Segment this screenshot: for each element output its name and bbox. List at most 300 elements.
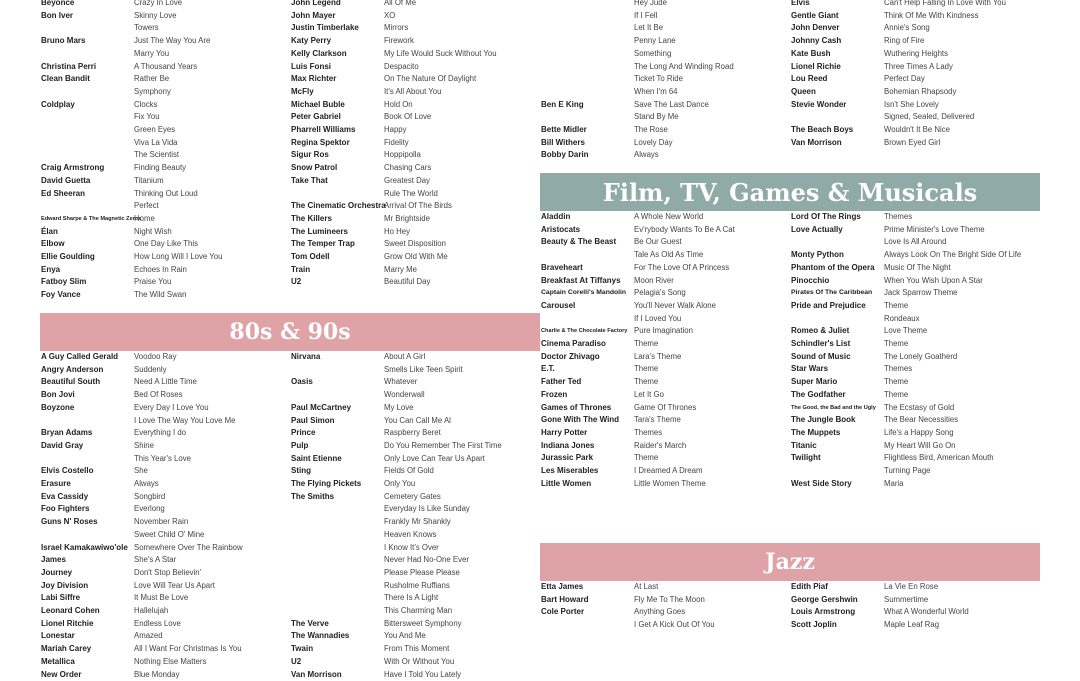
list-item (791, 440, 1034, 453)
list-item (291, 200, 534, 213)
song-title: I Love The Way You Love Me (134, 415, 235, 428)
artist-name: A Guy Called Gerald (41, 351, 118, 364)
list-item (541, 275, 784, 288)
song-title: Stand By Me (634, 111, 679, 124)
list-item (41, 478, 284, 491)
list-item (291, 149, 534, 162)
list-item (541, 300, 784, 313)
artist-name: Les Miserables (541, 465, 598, 478)
list-item (41, 149, 284, 162)
song-title: Shine (134, 440, 154, 453)
artist-name: Phantom of the Opera (791, 262, 875, 275)
song-title: Love Theme (884, 325, 927, 338)
list-item (791, 99, 1034, 112)
list-item (791, 427, 1034, 440)
list-item (291, 580, 534, 593)
list-item (41, 529, 284, 542)
artist-name: Scott Joplin (791, 619, 837, 632)
song-title: Symphony (134, 86, 171, 99)
song-title: The Rose (634, 124, 668, 137)
song-title: Music Of The Night (884, 262, 951, 275)
song-title: Beautiful Day (384, 276, 430, 289)
list-item (291, 22, 534, 35)
list-item (791, 137, 1034, 150)
list-item (41, 61, 284, 74)
artist-name: Lionel Ritchie (41, 618, 93, 631)
list-item (41, 516, 284, 529)
artist-name: Cinema Paradiso (541, 338, 606, 351)
artist-name: Boyzone (41, 402, 74, 415)
artist-name: Monty Python (791, 249, 844, 262)
song-title: It's All About You (384, 86, 441, 99)
song-title: Ring of Fire (884, 35, 924, 48)
song-title: You'll Never Walk Alone (634, 300, 716, 313)
list-item (41, 200, 284, 213)
song-title: XO (384, 10, 395, 23)
list-item (541, 224, 784, 237)
song-title: Finding Beauty (134, 162, 186, 175)
song-title: Theme (884, 376, 908, 389)
list-item (41, 592, 284, 605)
song-title: Bed Of Roses (134, 389, 183, 402)
artist-name: The Jungle Book (791, 414, 855, 427)
artist-name: Snow Patrol (291, 162, 337, 175)
list-item (291, 188, 534, 201)
artist-name: Take That (291, 175, 328, 188)
song-title: If I Loved You (634, 313, 681, 326)
list-item (41, 503, 284, 516)
song-title: I Know It's Over (384, 542, 439, 555)
list-item (791, 452, 1034, 465)
song-title: Book Of Love (384, 111, 431, 124)
song-title: Smells Like Teen Spirit (384, 364, 463, 377)
list-item (41, 124, 284, 137)
artist-name: The Beach Boys (791, 124, 853, 137)
list-item (541, 22, 784, 35)
artist-name: Max Richter (291, 73, 336, 86)
list-item (41, 465, 284, 478)
artist-name: The Temper Trap (291, 238, 355, 251)
list-item (791, 35, 1034, 48)
list-item (41, 542, 284, 555)
artist-name: Nirvana (291, 351, 320, 364)
list-item (791, 363, 1034, 376)
list-item (291, 10, 534, 23)
list-item (291, 567, 534, 580)
list-item (791, 249, 1034, 262)
artist-name: Pulp (291, 440, 308, 453)
list-item (541, 287, 784, 300)
song-title: Mirrors (384, 22, 408, 35)
list-item (41, 389, 284, 402)
list-item (41, 99, 284, 112)
artist-name: Aladdin (541, 211, 570, 224)
artist-name: Edith Piaf (791, 581, 828, 594)
song-title: Rather Be (134, 73, 169, 86)
list-item (41, 226, 284, 239)
song-title: Tale As Old As Time (634, 249, 703, 262)
list-item (541, 363, 784, 376)
song-title: Marry Me (384, 264, 417, 277)
song-title: Marry You (134, 48, 169, 61)
artist-name: Labi Siffre (41, 592, 80, 605)
artist-name: Cole Porter (541, 606, 584, 619)
artist-name: Fatboy Slim (41, 276, 86, 289)
list-item (291, 226, 534, 239)
list-item (291, 491, 534, 504)
artist-name: Enya (41, 264, 60, 277)
artist-name: Charlie & The Chocolate Factory (541, 325, 627, 338)
artist-name: Games of Thrones (541, 402, 611, 415)
song-title: Crazy In Love (134, 0, 182, 10)
song-title: Just The Way You Are (134, 35, 210, 48)
list-item (541, 581, 784, 594)
artist-name: The Godfather (791, 389, 846, 402)
artist-name: Paul McCartney (291, 402, 351, 415)
list-item (41, 251, 284, 264)
song-title: Ho Hey (384, 226, 410, 239)
song-title: Rule The World (384, 188, 438, 201)
artist-name: Bette Midler (541, 124, 587, 137)
artist-name: Louis Armstrong (791, 606, 855, 619)
list-item (41, 73, 284, 86)
artist-name: Lou Reed (791, 73, 827, 86)
song-title: Life's a Happy Song (884, 427, 954, 440)
list-item (541, 262, 784, 275)
song-title: Summertime (884, 594, 928, 607)
list-item (291, 376, 534, 389)
song-title: Love Is All Around (884, 236, 946, 249)
list-item (41, 10, 284, 23)
song-title: The Long And Winding Road (634, 61, 734, 74)
artist-name: McFly (291, 86, 314, 99)
list-item (291, 643, 534, 656)
artist-name: Pirates Of The Caribbean (791, 287, 872, 300)
list-item (791, 478, 1034, 491)
list-item (41, 238, 284, 251)
artist-name: Élan (41, 226, 58, 239)
song-title: Bittersweet Symphony (384, 618, 462, 631)
song-title: With Or Without You (384, 656, 454, 669)
section-banner-jazz (540, 543, 1040, 581)
artist-name: John Denver (791, 22, 839, 35)
list-item (791, 325, 1034, 338)
song-title: Wouldn't It Be Nice (884, 124, 950, 137)
song-title: Fields Of Gold (384, 465, 434, 478)
artist-name: Pinocchio (791, 275, 829, 288)
list-item (791, 414, 1034, 427)
list-item (791, 389, 1034, 402)
song-title: On The Nature Of Daylight (384, 73, 476, 86)
list-item (291, 415, 534, 428)
list-item (791, 111, 1034, 124)
song-title: This Year's Love (134, 453, 191, 466)
song-title: I Get A Kick Out Of You (634, 619, 715, 632)
artist-name: The Verve (291, 618, 329, 631)
artist-name: Beyonce (41, 0, 74, 10)
list-item (291, 478, 534, 491)
song-title: Penny Lane (634, 35, 676, 48)
artist-name: New Order (41, 669, 81, 681)
list-item (291, 542, 534, 555)
list-item (541, 619, 784, 632)
song-title: A Thousand Years (134, 61, 197, 74)
song-title: Please Please Please (384, 567, 460, 580)
list-item (291, 351, 534, 364)
song-title: Prime Minister's Love Theme (884, 224, 985, 237)
artist-name: Beautiful South (41, 376, 100, 389)
list-item (791, 275, 1034, 288)
song-title: Have I Told You Lately (384, 669, 461, 681)
artist-name: The Cinematic Orchestra (291, 200, 386, 213)
song-title: Thinking Out Loud (134, 188, 198, 201)
artist-name: Van Morrison (291, 669, 342, 681)
list-item (791, 313, 1034, 326)
song-title: Fix You (134, 111, 160, 124)
song-title: Titanium (134, 175, 164, 188)
list-item (541, 86, 784, 99)
song-title: Arrival Of The Birds (384, 200, 452, 213)
artist-name: Queen (791, 86, 816, 99)
song-title: Hold On (384, 99, 413, 112)
song-title: Think Of Me With Kindness (884, 10, 978, 23)
list-item (291, 137, 534, 150)
list-item (41, 264, 284, 277)
song-title: The Bear Necessities (884, 414, 958, 427)
list-item (791, 619, 1034, 632)
artist-name: U2 (291, 656, 301, 669)
song-title: Theme (634, 338, 658, 351)
song-title: Heaven Knows (384, 529, 436, 542)
list-item (41, 213, 284, 226)
song-title: Themes (884, 211, 912, 224)
artist-name: Little Women (541, 478, 591, 491)
artist-name: Paul Simon (291, 415, 335, 428)
song-title: Mr Brightside (384, 213, 430, 226)
song-title: Theme (634, 376, 658, 389)
song-title: Ticket To Ride (634, 73, 683, 86)
list-item (291, 175, 534, 188)
list-item (541, 402, 784, 415)
list-item (291, 389, 534, 402)
artist-name: Oasis (291, 376, 313, 389)
list-item (541, 236, 784, 249)
song-title: When I'm 64 (634, 86, 678, 99)
artist-name: Luis Fonsi (291, 61, 331, 74)
artist-name: Mariah Carey (41, 643, 91, 656)
artist-name: Clean Bandit (41, 73, 90, 86)
artist-name: Bruno Mars (41, 35, 85, 48)
list-item (791, 606, 1034, 619)
artist-name: Lonestar (41, 630, 75, 643)
song-title: Be Our Guest (634, 236, 682, 249)
list-item (41, 188, 284, 201)
song-title: Home (134, 213, 155, 226)
artist-name: The Smiths (291, 491, 334, 504)
artist-name: The Killers (291, 213, 332, 226)
artist-name: Christina Perri (41, 61, 96, 74)
artist-name: Love Actually (791, 224, 843, 237)
song-title: Lara's Theme (634, 351, 681, 364)
artist-name: George Gershwin (791, 594, 858, 607)
list-item (41, 111, 284, 124)
artist-name: Joy Division (41, 580, 88, 593)
artist-name: Prince (291, 427, 315, 440)
list-item (791, 73, 1034, 86)
artist-name: E.T. (541, 363, 555, 376)
list-item (541, 149, 784, 162)
list-item (41, 440, 284, 453)
song-title: Let It Go (634, 389, 664, 402)
song-title: Despacito (384, 61, 419, 74)
song-title: Signed, Sealed, Delivered (884, 111, 974, 124)
song-title: At Last (634, 581, 658, 594)
artist-name: The Lumineers (291, 226, 348, 239)
artist-name: Jurassic Park (541, 452, 593, 465)
song-title: La Vie En Rose (884, 581, 938, 594)
song-title: Always Look On The Bright Side Of Life (884, 249, 1021, 262)
artist-name: Romeo & Juliet (791, 325, 849, 338)
song-title: Isn't She Lovely (884, 99, 939, 112)
song-title: Three Times A Lady (884, 61, 953, 74)
song-title: You And Me (384, 630, 426, 643)
song-title: Maple Leaf Rag (884, 619, 939, 632)
list-item (41, 656, 284, 669)
list-item (541, 211, 784, 224)
song-title: The Wild Swan (134, 289, 186, 302)
song-title: Game Of Thrones (634, 402, 696, 415)
section-banner-film-tv (540, 173, 1040, 211)
song-title: A Whole New World (634, 211, 703, 224)
list-item (541, 606, 784, 619)
artist-name: Sigur Ros (291, 149, 329, 162)
artist-name: Ellie Goulding (41, 251, 95, 264)
artist-name: The Muppets (791, 427, 840, 440)
list-item (541, 465, 784, 478)
song-title: Only Love Can Tear Us Apart (384, 453, 485, 466)
artist-name: Elvis (791, 0, 810, 10)
list-item (291, 264, 534, 277)
song-title: What A Wonderful World (884, 606, 969, 619)
song-title: My Heart Will Go On (884, 440, 955, 453)
list-item (41, 643, 284, 656)
list-item (291, 453, 534, 466)
list-item (791, 211, 1034, 224)
song-title: Do You Remember The First Time (384, 440, 502, 453)
song-title: Towers (134, 22, 159, 35)
artist-name: Gone With The Wind (541, 414, 619, 427)
artist-name: Captain Corelli's Mandolin (541, 287, 626, 300)
song-title: Raspberry Beret (384, 427, 441, 440)
list-item (291, 465, 534, 478)
artist-name: Elbow (41, 238, 65, 251)
artist-name: Bon Jovi (41, 389, 75, 402)
list-item (291, 618, 534, 631)
list-item (291, 402, 534, 415)
song-title: Only You (384, 478, 415, 491)
artist-name: Guns N' Roses (41, 516, 98, 529)
song-title: Turning Page (884, 465, 931, 478)
list-item (41, 86, 284, 99)
artist-name: John Mayer (291, 10, 335, 23)
song-title: Blue Monday (134, 669, 180, 681)
song-title: Whatever (384, 376, 417, 389)
artist-name: Katy Perry (291, 35, 331, 48)
song-title: Wonderwall (384, 389, 425, 402)
list-item (41, 137, 284, 150)
list-item (291, 364, 534, 377)
song-title: Perfect Day (884, 73, 925, 86)
list-item (541, 338, 784, 351)
artist-name: Edward Sharpe & The Magnetic Zeros (41, 213, 141, 226)
artist-name: Lord Of The Rings (791, 211, 861, 224)
list-item (541, 124, 784, 137)
song-title: She's A Star (134, 554, 176, 567)
list-item (41, 415, 284, 428)
list-item (41, 618, 284, 631)
list-item (541, 325, 784, 338)
list-item (791, 465, 1034, 478)
song-title: Jack Sparrow Theme (884, 287, 958, 300)
artist-name: Elvis Costello (41, 465, 93, 478)
list-item (291, 48, 534, 61)
list-item (41, 567, 284, 580)
artist-name: James (41, 554, 66, 567)
song-title: Sweet Disposition (384, 238, 446, 251)
artist-name: Foy Vance (41, 289, 81, 302)
song-title: Everyday Is Like Sunday (384, 503, 470, 516)
song-title: Brown Eyed Girl (884, 137, 940, 150)
artist-name: Frozen (541, 389, 567, 402)
song-title: Moon River (634, 275, 674, 288)
song-title: Frankly Mr Shankly (384, 516, 451, 529)
artist-name: Foo Fighters (41, 503, 89, 516)
list-item (41, 48, 284, 61)
list-item (791, 338, 1034, 351)
artist-name: Johnny Cash (791, 35, 841, 48)
list-item (541, 594, 784, 607)
song-title: She (134, 465, 148, 478)
list-item (791, 124, 1034, 137)
list-item (41, 376, 284, 389)
artist-name: David Gray (41, 440, 83, 453)
list-item (541, 73, 784, 86)
song-title: Everlong (134, 503, 165, 516)
list-item (291, 276, 534, 289)
list-item (791, 0, 1034, 10)
artist-name: Gentle Giant (791, 10, 839, 23)
song-title: Chasing Cars (384, 162, 431, 175)
song-title: Wuthering Heights (884, 48, 948, 61)
list-item (541, 313, 784, 326)
section-title: Jazz (765, 549, 815, 575)
song-title: Don't Stop Believin' (134, 567, 201, 580)
list-item (791, 236, 1034, 249)
song-title: The Ecstasy of Gold (884, 402, 954, 415)
artist-name: Braveheart (541, 262, 583, 275)
list-item (541, 61, 784, 74)
song-title: Amazed (134, 630, 163, 643)
song-title: Hoppipolla (384, 149, 421, 162)
artist-name: Saint Etienne (291, 453, 342, 466)
artist-name: Aristocats (541, 224, 580, 237)
list-item (41, 351, 284, 364)
song-title: Always (634, 149, 659, 162)
list-item (41, 364, 284, 377)
list-item (791, 262, 1034, 275)
list-item (291, 630, 534, 643)
list-item (791, 351, 1034, 364)
